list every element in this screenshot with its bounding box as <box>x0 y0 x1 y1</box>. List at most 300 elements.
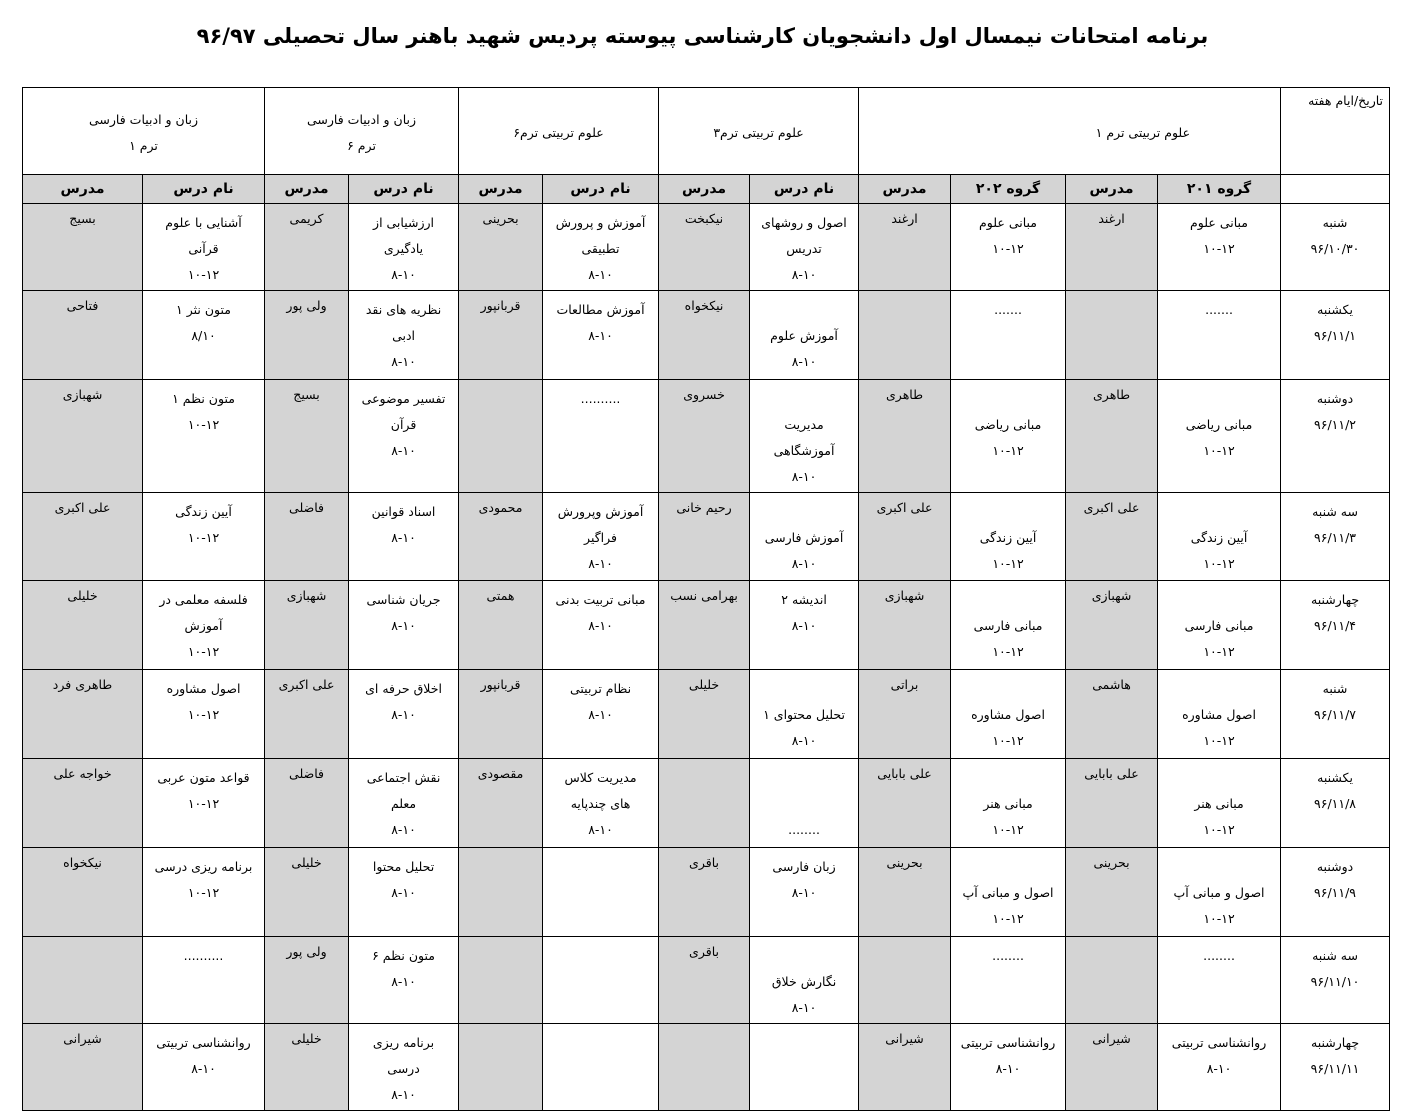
course-line <box>1161 587 1277 613</box>
schedule-row <box>23 581 1390 670</box>
course-line: برنامه ریزی <box>372 1035 435 1050</box>
teacher-name: هاشمی <box>1092 677 1131 692</box>
course-line <box>753 676 855 702</box>
course-cell <box>143 380 265 493</box>
day-cell <box>1281 380 1390 493</box>
teacher-cell <box>1066 581 1158 670</box>
teacher-cell <box>23 670 143 759</box>
teacher-name: بسیج <box>293 387 320 402</box>
course-cell <box>349 204 459 291</box>
course-cell <box>543 759 659 848</box>
course-line <box>753 765 855 791</box>
weekday: سه شنبه <box>1312 948 1358 963</box>
course-line: اصول مشاوره <box>166 681 241 696</box>
teacher-cell <box>459 670 543 759</box>
day-cell <box>1281 848 1390 937</box>
teacher-name: همتی <box>486 588 515 603</box>
course-line: جریان شناسی <box>366 592 441 607</box>
weekday: یکشنبه <box>1317 302 1353 317</box>
column-header: مدرس <box>1066 175 1158 204</box>
course-line <box>546 854 655 880</box>
teacher-name <box>462 1030 539 1048</box>
teacher-name <box>26 943 139 961</box>
weekday: سه شنبه <box>1312 504 1358 519</box>
course-line: ۸-۱۰ <box>1206 1061 1232 1076</box>
course-line: مبانی هنر <box>983 796 1033 811</box>
course-cell <box>143 204 265 291</box>
course-cell <box>543 204 659 291</box>
column-header-row <box>23 175 1390 204</box>
teacher-name: بسیج <box>69 211 96 226</box>
course-line: متون نثر ۱ <box>176 302 231 317</box>
teacher-cell <box>265 1024 349 1111</box>
course-cell <box>951 937 1066 1024</box>
course-cell <box>951 493 1066 581</box>
course-cell <box>750 937 859 1024</box>
day-cell <box>1281 581 1390 670</box>
program-header: علوم تربیتی ترم۶ <box>459 88 659 175</box>
course-line: نظام تربیتی <box>569 681 632 696</box>
course-line: تحلیل محتوای ۱ <box>763 707 845 722</box>
teacher-cell <box>265 937 349 1024</box>
teacher-cell <box>459 848 543 937</box>
course-line: ۸-۱۰ <box>588 618 613 633</box>
course-line: ۸-۱۰ <box>588 267 613 282</box>
schedule-row <box>23 1024 1390 1111</box>
teacher-cell <box>23 493 143 581</box>
teacher-cell <box>459 204 543 291</box>
teacher-cell <box>659 848 750 937</box>
course-line: متون نظم ۶ <box>372 948 435 963</box>
teacher-cell <box>659 581 750 670</box>
day-cell <box>1281 291 1390 380</box>
course-line <box>753 499 855 525</box>
course-line: ۸-۱۰ <box>588 556 613 571</box>
course-line: ۱۰-۱۲ <box>187 267 220 282</box>
course-line: مبانی تربیت بدنی <box>555 592 646 607</box>
course-cell <box>143 581 265 670</box>
course-line: ۱۰-۱۲ <box>1203 733 1235 748</box>
teacher-cell <box>459 581 543 670</box>
teacher-name: باقری <box>689 944 719 959</box>
teacher-name: ارغند <box>891 211 918 226</box>
course-line: ۱۰-۱۲ <box>992 241 1024 256</box>
teacher-name: خسروی <box>683 387 725 402</box>
course-line: اصول مشاوره <box>1182 707 1256 722</box>
course-line: ۱۰-۱۲ <box>1203 911 1235 926</box>
course-cell <box>1158 759 1281 848</box>
course-line: ۸-۱۰ <box>391 707 416 722</box>
course-line <box>1161 854 1277 880</box>
course-line: ۸-۱۰ <box>391 885 416 900</box>
course-line: ۸-۱۰ <box>791 469 817 484</box>
course-line <box>1161 386 1277 412</box>
teacher-cell <box>1066 493 1158 581</box>
course-line: آموزش <box>184 618 223 633</box>
course-line: مدیریت <box>784 417 824 432</box>
course-line: مدیریت کلاس <box>564 770 637 785</box>
course-line: مبانی فارسی <box>973 618 1043 633</box>
course-line <box>954 386 1062 412</box>
schedule-row <box>23 493 1390 581</box>
teacher-cell <box>265 759 349 848</box>
course-line: قرآنی <box>188 241 219 256</box>
weekday: چهارشنبه <box>1311 592 1360 607</box>
teacher-name: قربانپور <box>480 677 521 692</box>
teacher-name: باقری <box>689 855 719 870</box>
teacher-cell <box>23 291 143 380</box>
course-line <box>546 943 655 969</box>
teacher-cell <box>859 759 951 848</box>
teacher-cell <box>659 204 750 291</box>
course-line: قرآن <box>390 417 417 432</box>
course-line: اخلاق حرفه ای <box>365 681 442 696</box>
program-header: علوم تربیتی ترم ۱ <box>859 88 1281 175</box>
column-header: گروه ۲۰۱ <box>1158 175 1281 204</box>
course-cell <box>543 581 659 670</box>
course-line: آموزش علوم <box>770 328 838 343</box>
course-line <box>753 1030 855 1056</box>
course-cell <box>1158 380 1281 493</box>
column-header: مدرس <box>859 175 951 204</box>
course-line: متون نظم ۱ <box>172 391 235 406</box>
teacher-cell <box>659 493 750 581</box>
teacher-name: طاهری فرد <box>52 677 113 692</box>
course-line: ۸-۱۰ <box>391 267 416 282</box>
course-cell <box>349 759 459 848</box>
teacher-name: بحرینی <box>482 211 519 226</box>
teacher-cell <box>859 581 951 670</box>
teacher-cell <box>859 848 951 937</box>
course-cell <box>349 937 459 1024</box>
course-cell <box>951 759 1066 848</box>
teacher-cell <box>859 380 951 493</box>
course-line: آیین زندگی <box>1190 530 1248 545</box>
course-cell <box>143 670 265 759</box>
course-line: ۱۰-۱۲ <box>187 796 220 811</box>
course-cell <box>951 204 1066 291</box>
course-cell <box>750 291 859 380</box>
teacher-cell <box>23 204 143 291</box>
teacher-cell <box>659 759 750 848</box>
teacher-name: کریمی <box>289 211 324 226</box>
course-line: ۸-۱۰ <box>588 707 613 722</box>
teacher-cell <box>265 848 349 937</box>
course-cell <box>349 581 459 670</box>
day-cell <box>1281 759 1390 848</box>
teacher-name: براتی <box>890 677 919 692</box>
teacher-cell <box>265 670 349 759</box>
course-line: نگارش خلاق <box>771 974 837 989</box>
course-line: ۸-۱۰ <box>391 974 416 989</box>
course-line: ۱۰-۱۲ <box>187 530 220 545</box>
weekday: شنبه <box>1322 215 1348 230</box>
course-line: ۱۰-۱۲ <box>187 417 220 432</box>
schedule-row <box>23 291 1390 380</box>
program-header: زبان و ادبیات فارسی ترم ۶ <box>265 88 459 175</box>
course-line: ۸-۱۰ <box>791 885 817 900</box>
course-line <box>954 676 1062 702</box>
course-line: ۸-۱۰ <box>391 354 416 369</box>
teacher-name <box>1069 943 1154 961</box>
course-cell <box>349 848 459 937</box>
course-line: ۸-۱۰ <box>391 443 416 458</box>
course-line: مبانی علوم <box>979 215 1037 230</box>
course-line: آشنایی با علوم <box>165 215 242 230</box>
teacher-name <box>462 854 539 872</box>
teacher-cell <box>659 380 750 493</box>
teacher-cell <box>459 759 543 848</box>
course-line: تحلیل محتوا <box>372 859 435 874</box>
course-line: ۱۰-۱۲ <box>187 707 220 722</box>
exam-schedule-table <box>22 87 1390 1111</box>
course-cell <box>1158 291 1281 380</box>
course-cell <box>1158 493 1281 581</box>
course-line <box>753 943 855 969</box>
weekday: یکشنبه <box>1317 770 1353 785</box>
course-line: ۸-۱۰ <box>791 556 817 571</box>
teacher-name <box>862 943 947 961</box>
course-cell <box>750 581 859 670</box>
schedule-row <box>23 848 1390 937</box>
teacher-cell <box>459 380 543 493</box>
teacher-name: فاضلی <box>289 766 324 781</box>
course-line: ........ <box>788 822 820 837</box>
course-line: نظریه های نقد <box>365 302 442 317</box>
course-line: اصول و مبانی آپ <box>1173 885 1265 900</box>
course-cell <box>543 1024 659 1111</box>
teacher-cell <box>265 204 349 291</box>
teacher-name: خلیلی <box>688 677 720 692</box>
course-line: مبانی فارسی <box>1184 618 1254 633</box>
teacher-cell <box>23 848 143 937</box>
day-cell <box>1281 937 1390 1024</box>
course-cell <box>1158 204 1281 291</box>
teacher-cell <box>1066 759 1158 848</box>
teacher-cell <box>265 380 349 493</box>
course-line <box>1161 676 1277 702</box>
course-line: روانشناسی تربیتی <box>1171 1035 1267 1050</box>
course-line: های چندپایه <box>570 796 631 811</box>
course-cell <box>349 380 459 493</box>
column-header: گروه ۲۰۲ <box>951 175 1066 204</box>
schedule-row <box>23 759 1390 848</box>
course-line: ۸/۱۰ <box>191 328 216 343</box>
weekday: شنبه <box>1322 681 1348 696</box>
teacher-cell <box>265 291 349 380</box>
course-cell <box>349 670 459 759</box>
course-line: ۱۰-۱۲ <box>992 443 1024 458</box>
course-line: آیین زندگی <box>175 504 232 519</box>
exam-date: ۹۶/۱۱/۹ <box>1314 885 1357 900</box>
teacher-name <box>662 765 746 783</box>
course-line <box>1161 499 1277 525</box>
course-line: ۸-۱۰ <box>791 733 817 748</box>
teacher-cell <box>859 670 951 759</box>
teacher-name <box>462 943 539 961</box>
course-cell <box>143 493 265 581</box>
course-line: ۸-۱۰ <box>791 618 817 633</box>
teacher-cell <box>265 493 349 581</box>
course-cell <box>143 759 265 848</box>
teacher-name: فتاحی <box>66 298 99 313</box>
teacher-name: علی بابایی <box>1084 766 1139 781</box>
course-line: ۸-۱۰ <box>791 1000 817 1015</box>
weekday: دوشنبه <box>1316 859 1354 874</box>
course-cell <box>143 848 265 937</box>
teacher-cell <box>23 937 143 1024</box>
course-cell <box>1158 848 1281 937</box>
teacher-cell <box>1066 291 1158 380</box>
schedule-row <box>23 204 1390 291</box>
course-line: آموزشگاهی <box>773 443 835 458</box>
schedule-row <box>23 937 1390 1024</box>
course-cell <box>750 204 859 291</box>
course-line: قواعد متون عربی <box>157 770 250 785</box>
course-line: روانشناسی تربیتی <box>156 1035 251 1050</box>
course-cell <box>143 1024 265 1111</box>
column-header: نام درس <box>349 175 459 204</box>
course-line: ۸-۱۰ <box>391 618 416 633</box>
teacher-cell <box>23 380 143 493</box>
course-cell <box>750 670 859 759</box>
course-line <box>1161 765 1277 791</box>
course-cell <box>750 1024 859 1111</box>
course-line: ۱۰-۱۲ <box>992 556 1024 571</box>
exam-date: ۹۶/۱۱/۲ <box>1314 417 1357 432</box>
teacher-name: بحرینی <box>1093 855 1130 870</box>
weekday: دوشنبه <box>1316 391 1354 406</box>
column-header: مدرس <box>459 175 543 204</box>
course-line: ۸-۱۰ <box>391 1087 416 1102</box>
teacher-cell <box>1066 848 1158 937</box>
teacher-cell <box>459 1024 543 1111</box>
course-line: ۱۰-۱۲ <box>992 644 1024 659</box>
course-line: اندیشه ۲ <box>781 592 827 607</box>
course-line: روانشناسی تربیتی <box>960 1035 1056 1050</box>
course-line <box>954 323 1062 349</box>
course-cell <box>951 380 1066 493</box>
teacher-name: بهرامی نسب <box>670 588 738 603</box>
course-line: اصول مشاوره <box>971 707 1045 722</box>
course-line: مبانی علوم <box>1190 215 1248 230</box>
column-header: مدرس <box>265 175 349 204</box>
course-line: یادگیری <box>383 241 424 256</box>
course-cell <box>349 291 459 380</box>
course-line: ۱۰-۱۲ <box>992 733 1024 748</box>
teacher-name: ولی پور <box>286 944 327 959</box>
teacher-name <box>662 1030 746 1048</box>
course-cell <box>750 493 859 581</box>
course-cell <box>951 581 1066 670</box>
course-line: .......... <box>183 948 224 963</box>
course-cell <box>750 848 859 937</box>
column-header: نام درس <box>143 175 265 204</box>
course-cell <box>1158 581 1281 670</box>
course-line: آموزش مطالعات <box>556 302 645 317</box>
course-line: مبانی ریاضی <box>974 417 1042 432</box>
course-line: فراگیر <box>584 530 618 545</box>
teacher-name: ارغند <box>1098 211 1125 226</box>
day-cell <box>1281 493 1390 581</box>
program-header-row <box>23 88 1390 175</box>
course-line: ۸-۱۰ <box>791 354 817 369</box>
teacher-name: شهبازی <box>286 588 327 603</box>
course-line: ۸-۱۰ <box>191 1061 216 1076</box>
exam-date: ۹۶/۱۱/۱۰ <box>1310 974 1360 989</box>
course-line: تدریس <box>786 241 822 256</box>
teacher-name: بحرینی <box>886 855 923 870</box>
course-line <box>954 765 1062 791</box>
teacher-name <box>462 386 539 404</box>
course-cell <box>1158 670 1281 759</box>
course-line: ۱۰-۱۲ <box>1203 644 1235 659</box>
course-line: ۸-۱۰ <box>995 1061 1021 1076</box>
teacher-name: شیرانی <box>1092 1031 1131 1046</box>
course-cell <box>349 1024 459 1111</box>
teacher-cell <box>659 670 750 759</box>
course-line: آموزش و پرورش <box>555 215 646 230</box>
teacher-name: فاضلی <box>289 500 324 515</box>
column-header: نام درس <box>543 175 659 204</box>
course-cell <box>543 380 659 493</box>
teacher-cell <box>1066 1024 1158 1111</box>
course-line: ۸-۱۰ <box>588 822 613 837</box>
teacher-name: علی اکبری <box>876 500 933 515</box>
teacher-cell <box>459 291 543 380</box>
course-line <box>753 386 855 412</box>
course-line <box>753 297 855 323</box>
course-line <box>546 1030 655 1056</box>
teacher-cell <box>459 493 543 581</box>
column-header: مدرس <box>23 175 143 204</box>
course-line: ۱۰-۱۲ <box>1203 822 1235 837</box>
course-line: برنامه ریزی درسی <box>154 859 253 874</box>
column-header-blank <box>1281 175 1390 204</box>
exam-date: ۹۶/۱۱/۳ <box>1314 530 1357 545</box>
program-header: زبان و ادبیات فارسی ترم ۱ <box>23 88 265 175</box>
teacher-cell <box>459 937 543 1024</box>
teacher-cell <box>859 204 951 291</box>
teacher-name: خلیلی <box>291 1031 322 1046</box>
course-cell <box>543 670 659 759</box>
course-line: ادبی <box>392 328 415 343</box>
teacher-cell <box>1066 937 1158 1024</box>
teacher-name: علی اکبری <box>1083 500 1140 515</box>
course-line: ۱۰-۱۲ <box>1203 443 1235 458</box>
teacher-cell <box>859 291 951 380</box>
weekday: چهارشنبه <box>1311 1035 1360 1050</box>
exam-date: ۹۶/۱۱/۷ <box>1314 707 1357 722</box>
course-line: درسی <box>387 1061 420 1076</box>
course-cell <box>543 493 659 581</box>
course-line: اسناد قوانین <box>371 504 436 519</box>
course-cell <box>543 848 659 937</box>
course-cell <box>543 937 659 1024</box>
course-cell <box>143 937 265 1024</box>
course-line: نقش اجتماعی <box>366 770 441 785</box>
course-cell <box>750 380 859 493</box>
teacher-name: ولی پور <box>286 298 327 313</box>
course-line: آیین زندگی <box>979 530 1037 545</box>
teacher-name: طاهری <box>886 387 924 402</box>
teacher-cell <box>659 937 750 1024</box>
exam-date: ۹۶/۱۱/۴ <box>1314 618 1357 633</box>
course-line: مبانی هنر <box>1194 796 1244 811</box>
teacher-name: علی بابایی <box>877 766 932 781</box>
course-cell <box>951 670 1066 759</box>
course-line: مبانی ریاضی <box>1185 417 1253 432</box>
